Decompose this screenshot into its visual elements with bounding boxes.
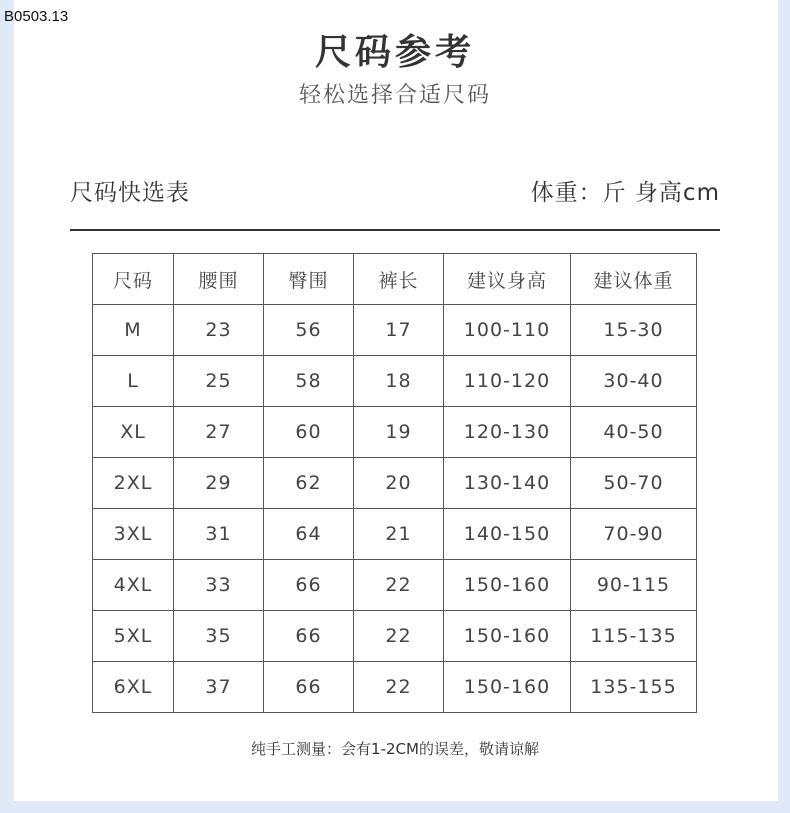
cell-waist: 27 [174,407,264,458]
cell-length: 22 [354,560,444,611]
cell-size: 4XL [93,560,174,611]
frame-left-border [0,0,14,813]
cell-weight: 30-40 [571,356,697,407]
cell-hip: 62 [264,458,354,509]
cell-weight: 15-30 [571,305,697,356]
column-header-hip: 臀围 [264,254,354,305]
cell-size: 3XL [93,509,174,560]
cell-weight: 40-50 [571,407,697,458]
cell-waist: 33 [174,560,264,611]
product-code: B0503.13 [4,8,69,25]
section-title: 尺码快选表 [70,180,190,206]
cell-waist: 23 [174,305,264,356]
cell-waist: 29 [174,458,264,509]
cell-size: 6XL [93,662,174,713]
unit-note: 体重：斤 身高cm [530,180,720,206]
column-header-height: 建议身高 [444,254,571,305]
table-row [93,560,697,611]
cell-hip: 60 [264,407,354,458]
table-row [93,407,697,458]
cell-size: XL [93,407,174,458]
cell-height: 120-130 [444,407,571,458]
cell-length: 17 [354,305,444,356]
table-row [93,356,697,407]
cell-hip: 56 [264,305,354,356]
cell-size: L [93,356,174,407]
column-header-waist: 腰围 [174,254,264,305]
cell-hip: 66 [264,662,354,713]
frame-bottom-border [0,801,790,813]
cell-weight: 115-135 [571,611,697,662]
section-divider [70,229,720,231]
cell-hip: 58 [264,356,354,407]
cell-weight: 90-115 [571,560,697,611]
table-row [93,509,697,560]
cell-waist: 35 [174,611,264,662]
cell-waist: 37 [174,662,264,713]
cell-weight: 135-155 [571,662,697,713]
page-title: 尺码参考 [314,32,475,73]
cell-hip: 66 [264,560,354,611]
cell-size: M [93,305,174,356]
size-table [92,253,697,713]
cell-length: 22 [354,611,444,662]
measurement-footnote: 纯手工测量：会有1-2CM的误差，敬请谅解 [251,740,539,758]
page-subtitle: 轻松选择合适尺码 [298,83,491,108]
cell-height: 130-140 [444,458,571,509]
cell-height: 110-120 [444,356,571,407]
cell-hip: 64 [264,509,354,560]
column-header-length: 裤长 [354,254,444,305]
cell-length: 22 [354,662,444,713]
table-row [93,611,697,662]
cell-height: 100-110 [444,305,571,356]
frame-right-border [778,0,790,813]
cell-height: 140-150 [444,509,571,560]
cell-size: 2XL [93,458,174,509]
cell-size: 5XL [93,611,174,662]
cell-height: 150-160 [444,611,571,662]
cell-length: 21 [354,509,444,560]
cell-waist: 31 [174,509,264,560]
cell-hip: 66 [264,611,354,662]
column-header-size: 尺码 [93,254,174,305]
column-header-weight: 建议体重 [571,254,697,305]
cell-length: 18 [354,356,444,407]
table-row [93,662,697,713]
cell-waist: 25 [174,356,264,407]
table-row [93,305,697,356]
cell-height: 150-160 [444,560,571,611]
cell-height: 150-160 [444,662,571,713]
cell-length: 20 [354,458,444,509]
cell-weight: 70-90 [571,509,697,560]
table-header-row [93,254,697,305]
cell-weight: 50-70 [571,458,697,509]
table-row [93,458,697,509]
cell-length: 19 [354,407,444,458]
